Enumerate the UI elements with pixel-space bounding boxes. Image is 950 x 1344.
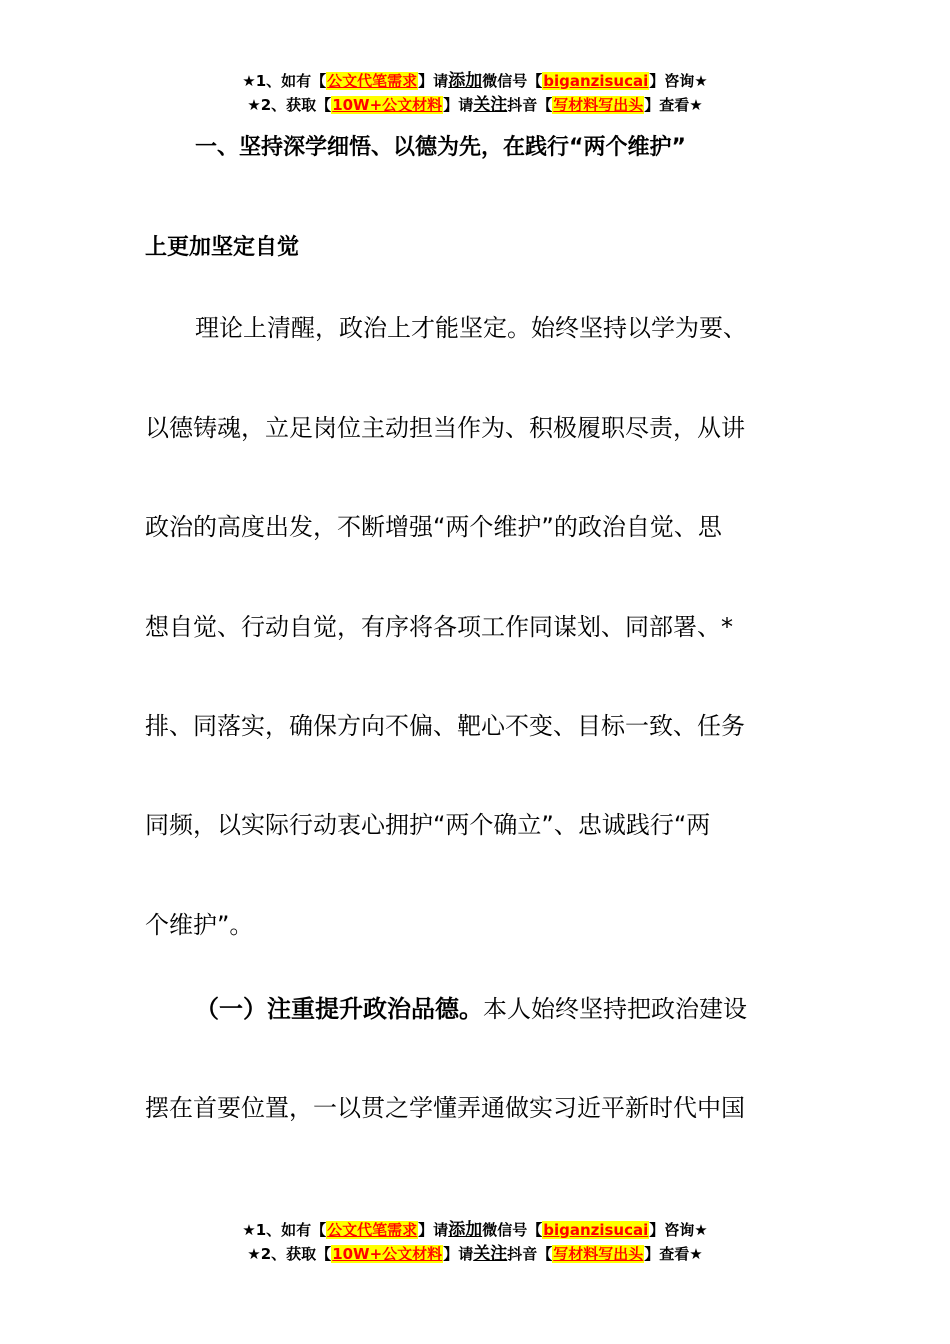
promo-douyin-account[interactable]: 写材料写出头 [553, 96, 644, 114]
promo-header [0, 70, 950, 118]
paragraph-line: 同频，以实际行动衷心拥护“两个确立”、忠诚践行“两 [145, 811, 711, 839]
paragraph-line: 以德铸魂，立足岗位主动担当作为、积极履职尽责，从讲 [145, 414, 745, 442]
promo-wechat-id[interactable]: biganzisucai [543, 1221, 649, 1239]
paragraph-line: 理论上清醒，政治上才能坚定。始终坚持以学为要、 [195, 314, 747, 342]
paragraph-line: 想自觉、行动自觉，有序将各项工作同谋划、同部署、* [145, 613, 733, 641]
subsection-title: （一）注重提升政治品德。 [195, 995, 483, 1023]
promo-highlight-service: 公文代笔需求 [327, 1221, 418, 1239]
paragraph-line: 政治的高度出发，不断增强“两个维护”的政治自觉、思 [145, 513, 722, 541]
promo-highlight-materials: 10W+公文材料 [332, 96, 443, 114]
paragraph-line: 摆在首要位置，一以贯之学懂弄通做实习近平新时代中国 [145, 1094, 745, 1122]
promo-footer [0, 1219, 950, 1267]
section-heading-line-2: 上更加坚定自觉 [145, 235, 300, 260]
paragraph-line: 个维护”。 [145, 911, 254, 939]
paragraph-line: 排、同落实，确保方向不偏、靶心不变、目标一致、任务 [145, 712, 745, 740]
promo-line-1: ★1、如有【公文代笔需求】请添加微信号【biganzisucai】咨询★ [242, 71, 708, 91]
subsection-paragraph: （一）注重提升政治品德。本人始终坚持把政治建设 [195, 995, 747, 1023]
promo-highlight-service: 公文代笔需求 [327, 72, 418, 90]
promo-wechat-id[interactable]: biganzisucai [543, 72, 649, 90]
promo-highlight-materials: 10W+公文材料 [332, 1245, 443, 1263]
promo-line-2: ★2、获取【10W+公文材料】请关注抖音【写材料写出头】查看★ [247, 1244, 703, 1264]
promo-line-2: ★2、获取【10W+公文材料】请关注抖音【写材料写出头】查看★ [247, 95, 703, 115]
promo-line-1: ★1、如有【公文代笔需求】请添加微信号【biganzisucai】咨询★ [242, 1220, 708, 1240]
section-heading-line-1: 一、坚持深学细悟、以德为先，在践行“两个维护” [195, 135, 686, 160]
promo-douyin-account[interactable]: 写材料写出头 [553, 1245, 644, 1263]
